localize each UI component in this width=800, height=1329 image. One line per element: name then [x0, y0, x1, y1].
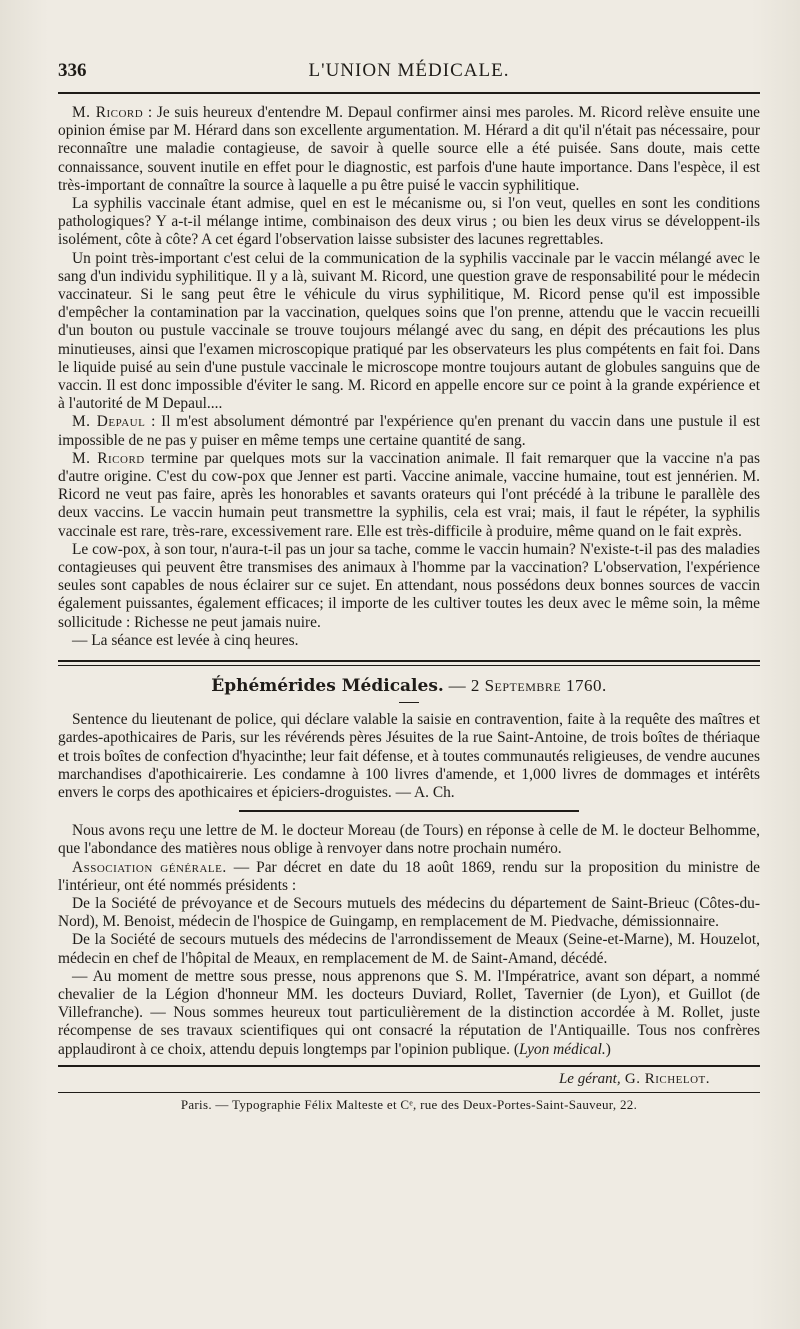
paragraph: — La séance est levée à cinq heures.: [72, 631, 299, 649]
paragraph: Sentence du lieutenant de police, qui déclare valable la saisie en contravention, faite à la requête des maîtres et gardes-apothicaires de Paris, sur les révérends pères Jésuites de la rue Saint-Antoine, de trois boîtes de thériaque et trois boîtes de confection d'hyacinthe; leur fait défense, et à toutes communautés religieuses, de vendre aucunes marchandises d'apothicairerie. Les condamne à 100 livres d'amende, et 1,000 livres de dommages et intérêts envers le corps des apothicaires et épiciers-droguistes. — A. Ch.: [58, 711, 760, 801]
paragraph-text: ): [605, 1040, 611, 1058]
paragraph: Nous avons reçu une lettre de M. le docteur Moreau (de Tours) en réponse à celle de M. le docteur Belhomme, que l'abondance des matières nous oblige à renvoyer dans notre prochain numéro.: [58, 822, 760, 858]
section-divider: [58, 660, 760, 666]
signature-rule: [58, 1092, 760, 1093]
paragraph: [58, 413, 760, 449]
paragraph: [58, 104, 760, 195]
footer-rule: [58, 1065, 760, 1067]
paragraph-text: : Je suis heureux d'entendre M. Depaul confirmer ainsi mes paroles. M. Ricord relève ensuite une opinion émise par M. Hérard dans son excellente argumentation. M. Hérard a dit qu'il n'était pas nécessaire, pour reconnaître une maladie contagieuse, de savoir à quelle source elle a été puisée. Sans doute, mais cette connaissance, souvent inutile en effet pour le diagnostic, est parfois d'une haute importance. Dans l'espèce, il est très-important de connaître la source à laquelle a pu être puisé le vaccin syphilitique.: [58, 104, 760, 194]
paragraph-text: — Par décret en date du 18 août 1869, rendu sur la proposition du ministre de l'intérieur, ont été nommés présidents :: [58, 858, 760, 894]
page-header: [58, 58, 760, 88]
paragraph-text: — Au moment de mettre sous presse, nous apprenons que S. M. l'Impératrice, avant son départ, a nommé chevalier de la Légion d'honneur MM. les docteurs Duviard, Rollet, Tavernier (de Lyon), et Guillot (de Villefranche). — Nous sommes heureux tout particulièrement de la distinction accordée à M. Rollet, juste récompense de ses travaux scientifiques qui ont consacré la réputation de l'Antiquaille. Tous nos confrères applaudiront à ce choix, attendu depuis longtemps par l'opinion publique. (: [58, 967, 760, 1058]
printer-imprint: Paris. — Typographie Félix Malteste et Cᵉ, rue des Deux-Portes-Saint-Sauveur, 22.: [180, 1096, 638, 1112]
heading-rule: [399, 702, 419, 703]
speaker-name: M. Depaul: [72, 413, 146, 431]
notices-section: [58, 822, 760, 1059]
section-date: — 2 Septembre 1760.: [443, 676, 607, 696]
paragraph: [58, 450, 760, 541]
header-rule: [58, 92, 760, 94]
gerant-name: G. Richelot.: [620, 1070, 710, 1087]
running-title: L'UNION MÉDICALE.: [308, 60, 510, 81]
paragraph: Le cow-pox, à son tour, n'aura-t-il pas un jour sa tache, comme le vaccin humain? N'existe-t-il pas des maladies contagieuses qui peuvent être transmises des animaux à l'homme par la vaccination? L'observation, l'expérience seules sont capables de nous éclairer sur ce sujet. En attendant, nous possédons deux bonnes sources de vaccin également puissantes, également efficaces; il importe de les cultiver toutes les deux avec le même soin, la même sollicitude : Richesse ne peut jamais nuire.: [58, 540, 760, 631]
paragraph-text: termine par quelques mots sur la vaccination animale. Il fait remarquer que la vaccine n'a pas d'autre origine. C'est du cow-pox que Jenner est parti. Vaccine animale, vaccine humaine, tout est jennérien. M. Ricord ne veut pas faire, après les honorables et savants orateurs qui l'ont précédé à la tribune le parallèle des deux vaccins. Le vaccin humain peut transmettre la syphilis, cela est vrai; mais, il faut le répéter, la syphilis vaccinale est rare, très-rare, excessivement rare. Elle est très-difficile à produire, même quand on le fait exprès.: [58, 449, 760, 540]
speaker-name: M. Ricord: [72, 104, 144, 121]
paragraph: Un point très-important c'est celui de la communication de la syphilis vaccinale par le vaccin mélangé avec le sang d'un individu syphilitique. Il y a là, suivant M. Ricord, une question grave de responsabilité pour le médecin vaccinateur. Si le sang peut être le véhicule du virus syphilitique, M. Ricord pense qu'il est impossible d'empêcher la contamination par la vaccination, quelques soins que l'on prenne, attendu que le vaccin recueilli d'un bouton ou pustule vaccinale se trouve toujours mélangé avec du sang, en dépit des précautions les plus minutieuses, ainsi que l'examen microscopique pratiqué par les observateurs les plus compétents en fait foi. Dans le liquide puisé au sein d'une pustule vaccinale le microscope montre toujours autant de globules sanguins que de vaccin. Il est donc impossible d'éviter le sang. M. Ricord en appelle encore sur ce point à la grande expérience et à l'autorité de M Depaul....: [58, 249, 760, 413]
source-citation: Lyon médical.: [518, 1040, 606, 1058]
paragraph-text: : Il m'est absolument démontré par l'expérience qu'en prenant du vaccin dans une pustule il est impossible de ne pas y puiser en même temps une certaine quantité de sang.: [58, 413, 760, 449]
section-heading: [58, 676, 760, 696]
section-title: Éphémérides Médicales.: [211, 676, 444, 697]
gerant-label: Le gérant,: [558, 1070, 621, 1087]
notice-label: Association générale.: [72, 858, 227, 876]
paragraph: [58, 859, 760, 895]
paragraph: De la Société de prévoyance et de Secours mutuels des médecins du département de Saint-Brieuc (Côtes-du-Nord), M. Benoist, médecin de l'hospice de Guingamp, en remplacement de M. Piedvache, démissionnaire.: [58, 894, 760, 931]
signature: [58, 1071, 760, 1088]
paragraph: De la Société de secours mutuels des médecins de l'arrondissement de Meaux (Seine-et-Marne), M. Houzelot, médecin en chef de l'hôpital de Meaux, en remplacement de M. de Saint-Amand, décédé.: [58, 931, 760, 967]
speaker-name: M. Ricord: [72, 449, 145, 467]
ephemerides-section: [58, 711, 760, 802]
page-number: 336: [58, 60, 87, 81]
paragraph: [58, 968, 760, 1059]
section-divider: [239, 810, 579, 812]
session-report: [58, 104, 760, 650]
paragraph: La syphilis vaccinale étant admise, quel en est le mécanisme ou, si l'on veut, quelles en sont les conditions pathologiques? Y a-t-il mélange intime, combinaison des deux virus ; ou bien les deux virus se développent-ils isolément, côte à côte? A cet égard l'observation laisse subsister des lacunes regrettables.: [58, 195, 760, 249]
